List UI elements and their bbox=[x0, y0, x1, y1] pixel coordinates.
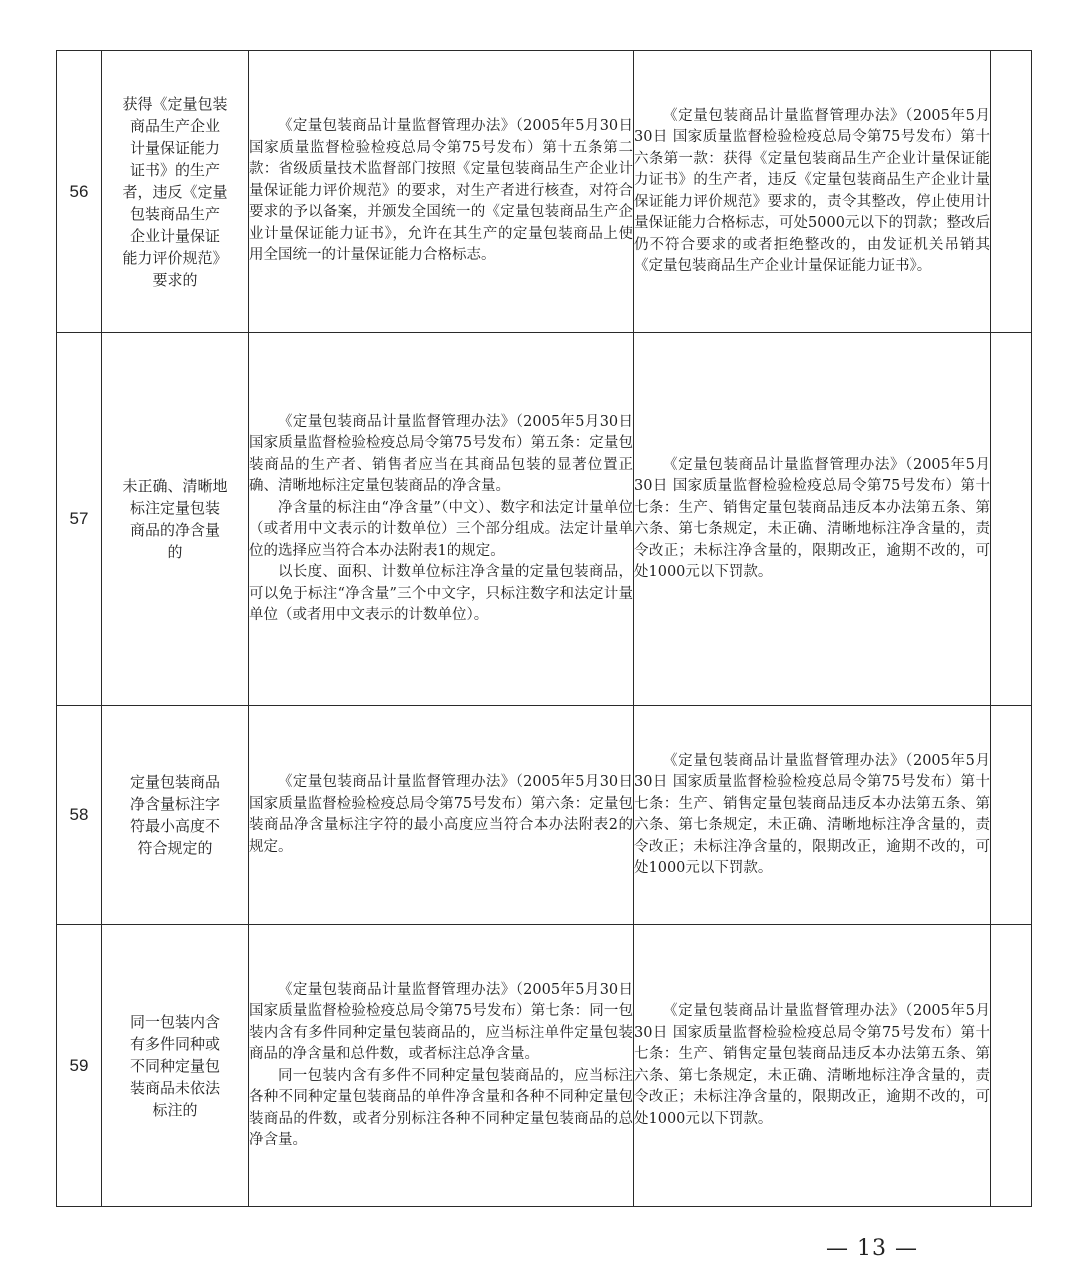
penalty-clause bbox=[634, 333, 991, 706]
remarks-cell bbox=[991, 333, 1032, 706]
table-row bbox=[57, 333, 1032, 706]
legal-basis-paragraph: 以长度、面积、计数单位标注净含量的定量包装商品，可以免于标注“净含量”三个中文字，只标注数字和法定计量单位（或者用中文表示的计数单位）。 bbox=[249, 564, 633, 623]
violation-item bbox=[102, 51, 249, 333]
row-number: 56 bbox=[57, 51, 102, 333]
violation-item bbox=[102, 925, 249, 1207]
legal-basis-paragraph: 《定量包装商品计量监督管理办法》（2005年5月30日 国家质量监督检验检疫总局令第75号发布）第五条：定量包装商品的生产者、销售者应当在其商品包装的显著位置正确、清晰地标注定量包装商品的净含量。 bbox=[249, 413, 633, 494]
violation-item-text: 定量包装商品 净含量标注字 符最小高度不 符合规定的 bbox=[129, 773, 220, 857]
violation-item bbox=[102, 333, 249, 706]
violation-item-text: 同一包装内含 有多件同种或 不同种定量包 装商品未依法 标注的 bbox=[129, 1012, 220, 1119]
table-row bbox=[57, 925, 1032, 1207]
penalty-paragraph: 《定量包装商品计量监督管理办法》（2005年5月30日 国家质量监督检验检疫总局令第75号发布）第十七条：生产、销售定量包装商品违反本办法第五条、第六条、第七条规定，未正确、清晰地标注净含量的，责令改正；未标注净含量的，限期改正，逾期不改的，可处1000元以下罚款。 bbox=[634, 752, 990, 876]
legal-basis-paragraph: 《定量包装商品计量监督管理办法》（2005年5月30日 国家质量监督检验检疫总局令第75号发布）第六条：定量包装商品净含量标注字符的最小高度应当符合本办法附表2的规定。 bbox=[249, 774, 633, 855]
remarks-cell bbox=[991, 51, 1032, 333]
legal-basis-paragraph: 《定量包装商品计量监督管理办法》（2005年5月30日 国家质量监督检验检疫总局令第75号发布）第七条：同一包装内含有多件同种定量包装商品的，应当标注单件定量包装商品的净含量和总件数，或者标注总净含量。 bbox=[249, 981, 633, 1062]
penalty-clause bbox=[634, 706, 991, 925]
legal-basis-paragraph: 《定量包装商品计量监督管理办法》（2005年5月30日 国家质量监督检验检疫总局令第75号发布）第十五条第二款：省级质量技术监督部门按照《定量包装商品生产企业计量保证能力评价规范》的要求，对生产者进行核查，对符合要求的予以备案，并颁发全国统一的《定量包装商品生产企业计量保证能力证书》，允许在其生产的定量包装商品上使用全国统一的计量保证能力合格标志。 bbox=[249, 118, 633, 264]
penalty-clause bbox=[634, 925, 991, 1207]
row-number: 57 bbox=[57, 333, 102, 706]
legal-basis bbox=[249, 51, 634, 333]
remarks-cell bbox=[991, 706, 1032, 925]
row-number: 58 bbox=[57, 706, 102, 925]
table-row bbox=[57, 51, 1032, 333]
violation-item bbox=[102, 706, 249, 925]
legal-basis bbox=[249, 706, 634, 925]
table-row bbox=[57, 706, 1032, 925]
legal-basis bbox=[249, 925, 634, 1207]
legal-basis-paragraph: 净含量的标注由“净含量”（中文）、数字和法定计量单位（或者用中文表示的计数单位）三个部分组成。法定计量单位的选择应当符合本办法附表1的规定。 bbox=[249, 499, 633, 559]
penalty-paragraph: 《定量包装商品计量监督管理办法》（2005年5月30日 国家质量监督检验检疫总局令第75号发布）第十六条第一款：获得《定量包装商品生产企业计量保证能力证书》的生产者，违反《定量包装商品生产企业计量保证能力评价规范》要求的，责令其整改，停止使用计量保证能力合格标志，可处5000元以下的罚款；整改后仍不符合要求的或者拒绝整改的，由发证机关吊销其《定量包装商品生产企业计量保证能力证书》。 bbox=[634, 107, 990, 274]
penalty-paragraph: 《定量包装商品计量监督管理办法》（2005年5月30日 国家质量监督检验检疫总局令第75号发布）第十七条：生产、销售定量包装商品违反本办法第五条、第六条、第七条规定，未正确、清晰地标注净含量的，责令改正；未标注净含量的，限期改正，逾期不改的，可处1000元以下罚款。 bbox=[634, 1003, 990, 1127]
page-number: — 13 — bbox=[826, 1236, 918, 1261]
legal-basis bbox=[249, 333, 634, 706]
violation-item-text: 未正确、清晰地 标注定量包装 商品的净含量 的 bbox=[122, 477, 228, 561]
remarks-cell bbox=[991, 925, 1032, 1207]
penalty-clause bbox=[634, 51, 991, 333]
penalty-paragraph: 《定量包装商品计量监督管理办法》（2005年5月30日 国家质量监督检验检疫总局令第75号发布）第十七条：生产、销售定量包装商品违反本办法第五条、第六条、第七条规定，未正确、清晰地标注净含量的，责令改正；未标注净含量的，限期改正，逾期不改的，可处1000元以下罚款。 bbox=[634, 456, 990, 580]
legal-basis-paragraph: 同一包装内含有多件不同种定量包装商品的，应当标注各种不同种定量包装商品的单件净含量和各种不同种定量包装商品的件数，或者分别标注各种不同种定量包装商品的总净含量。 bbox=[249, 1067, 633, 1148]
row-number: 59 bbox=[57, 925, 102, 1207]
violation-item-text: 获得《定量包装 商品生产企业 计量保证能力 证书》的生产 者，违反《定量 包装商品生产 企业计量保证 能力评价规范》 要求的 bbox=[122, 94, 228, 289]
regulation-table bbox=[56, 50, 1032, 1207]
